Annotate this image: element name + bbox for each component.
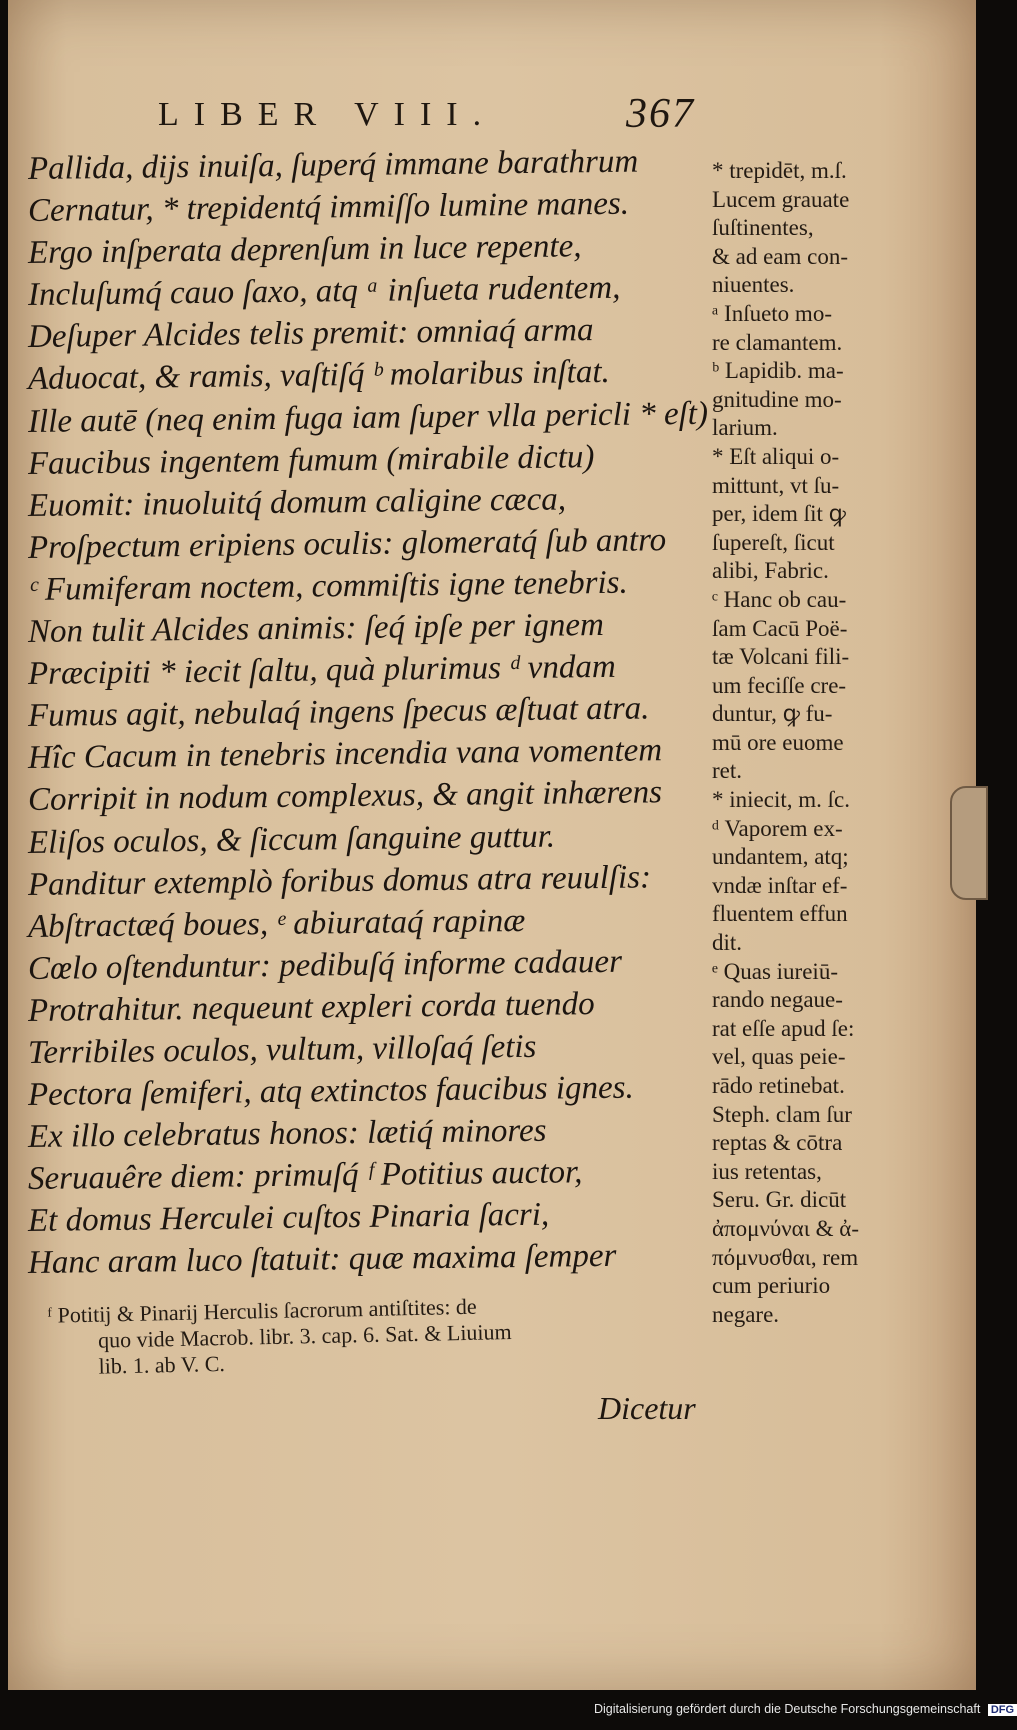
verse-line: Terribiles oculos, vultum, villoſaq́ ſetis (27, 1028, 537, 1071)
footnote-line: lib. 1. ab V. C. (98, 1351, 226, 1379)
verse-line: Non tulit Alcides animis: ſeq́ ipſe per ignem (27, 606, 605, 651)
side-note-line: Steph. clam ſur (712, 1101, 852, 1127)
verse-line: Abſtractæq́ boues, ᵉ abiurataq́ rapinæ (27, 902, 526, 945)
side-note-line: * Eſt aliqui o- (712, 443, 840, 469)
dfg-logo: DFG (988, 1704, 1017, 1716)
side-note-line: Lucem grauate (712, 186, 850, 212)
verse-line: Cernatur, * trepidentq́ immiſſo lumine manes. (27, 185, 630, 230)
side-note-line: ſam Cacū Poë- (712, 615, 848, 641)
catchword: Dicetur (598, 1390, 696, 1426)
side-note-line: ret. (712, 758, 743, 784)
side-note-line: vel, quas peie- (712, 1044, 846, 1070)
verse-line: Ille autē (neq enim fuga iam ſuper vlla pericli * eſt) (27, 395, 709, 440)
verse-line: Ergo inſperata deprenſum in luce repente, (27, 228, 582, 272)
verse-line: Hîc Cacum in tenebris incendia vana vomentem (27, 732, 663, 777)
side-note-line: niuentes. (712, 272, 795, 298)
side-note-line: mittunt, vt ſu- (712, 472, 840, 498)
verse-line: Incluſumq́ cauo ſaxo, atq ᵃ inſueta rudentem, (27, 270, 621, 314)
verse-line: Eliſos oculos, & ſiccum ſanguine guttur. (27, 818, 556, 861)
page-number: 367 (626, 91, 695, 137)
side-note-line: tæ Volcani fili- (712, 644, 850, 670)
verse-line: Ex illo celebratus honos: lætiq́ minores (27, 1112, 547, 1156)
verse-line: Præcipiti * iecit ſaltu, quà plurimus ᵈ vndam (27, 648, 616, 693)
side-note-line: vndæ inſtar ef- (712, 872, 848, 898)
verse-line: Pectora ſemiferi, atq extinctos faucibus ignes. (27, 1069, 634, 1114)
side-note-line: dit. (712, 930, 743, 956)
running-title: LIBER VIII. (158, 96, 497, 133)
running-header (158, 91, 718, 146)
side-note-line: Seru. Gr. dicūt (712, 1187, 847, 1213)
marginal-notes (712, 157, 902, 1329)
side-note-line: ᵇ Lapidib. ma- (712, 358, 844, 384)
verse-line: Fumus agit, nebulaq́ ingens ſpecus æſtuat atra. (27, 690, 650, 735)
footnote (47, 1289, 688, 1380)
page-clip (950, 786, 988, 900)
verse-text (27, 143, 728, 1285)
side-note-line: ᵈ Vaporem ex- (712, 815, 843, 841)
verse-line: Et domus Herculei cuſtos Pinaria ſacri, (27, 1196, 550, 1240)
verse-line: Corripit in nodum complexus, & angit inhærens (27, 774, 663, 819)
side-note-line: mū ore euome (712, 729, 844, 755)
digitization-credit (594, 1702, 1015, 1722)
side-note-line: & ad eam con- (712, 243, 849, 269)
side-note-line: ius retentas, (712, 1158, 822, 1184)
side-note-line: undantem, atq; (712, 844, 849, 870)
side-note-line: * iniecit, m. ſc. (712, 787, 850, 813)
side-note-line: ᵃ Inſueto mo- (712, 300, 832, 326)
side-note-line: larium. (712, 415, 778, 441)
verse-line: Euomit: inuoluitq́ domum caligine cæca, (27, 481, 567, 524)
verse-line: Cœlo oſtenduntur: pedibuſq́ informe cadauer (27, 943, 623, 987)
side-note-line: fluentem effun (712, 901, 848, 927)
side-note-line: reptas & cōtra (712, 1130, 843, 1156)
side-note-line: um feciſſe cre- (712, 672, 847, 698)
verse-line: Aduocat, & ramis, vaſtiſq́ ᵇ molaribus inſtat. (27, 354, 610, 398)
side-note-line: alibi, Fabric. (712, 558, 829, 584)
verse-line: Deſuper Alcides telis premit: omniaq́ arma (27, 312, 594, 356)
verse-line: Pallida, dijs inuiſa, ſuperq́ immane barathrum (27, 143, 639, 187)
side-note-line: ᵉ Quas iureiū- (712, 958, 838, 984)
side-note-line: per, idem ſit ꝙ (712, 501, 846, 527)
book-page (8, 0, 976, 1690)
side-note-line: negare. (712, 1301, 780, 1327)
credit-text: Digitalisierung gefördert durch die Deutsche Forschungsgemeinschaft (594, 1702, 981, 1716)
side-note-line: ἀπομνύναι & ἀ- (712, 1215, 860, 1241)
side-note-line: ſuſtinentes, (712, 215, 814, 241)
verse-line: Seruauêre diem: primuſq́ ᶠ Potitius auctor, (27, 1154, 583, 1198)
verse-line: Proſpectum eripiens oculis: glomeratq́ ſub antro (27, 522, 667, 566)
verse-line: Panditur extemplò foribus domus atra reuulſis: (27, 858, 652, 903)
side-note-line: rando negaue- (712, 987, 843, 1013)
verse-line: ᶜ Fumiferam noctem, commiſtis igne tenebris. (27, 564, 629, 608)
verse-line: Hanc aram luco ſtatuit: quæ maxima ſemper (27, 1238, 617, 1282)
side-note-line: duntur, ꝙ fu- (712, 701, 833, 727)
footnote-line: ᶠ Potitij & Pinarij Herculis ſacrorum antiſtites: de (47, 1293, 477, 1328)
side-note-line: gnitudine mo- (712, 386, 842, 412)
side-note-line: πόμνυσθαι, rem (712, 1244, 859, 1270)
side-note-line: re clamantem. (712, 329, 843, 355)
side-note-line: * trepidēt, m.ſ. (712, 158, 847, 183)
side-note-line: rādo retinebat. (712, 1073, 845, 1098)
side-note-line: ᶜ Hanc ob cau- (712, 586, 847, 612)
verse-line: Protrahitur. nequeunt expleri corda tuendo (27, 985, 595, 1029)
side-note-line: ſupereſt, ſicut (712, 529, 835, 555)
side-note-line: rat eſſe apud ſe: (712, 1015, 855, 1041)
side-note-line: cum periurio (712, 1273, 831, 1299)
footnote-line: quo vide Macrob. libr. 3. cap. 6. Sat. & Liuium (97, 1318, 512, 1353)
verse-line: Faucibus ingentem fumum (mirabile dictu) (27, 438, 595, 482)
